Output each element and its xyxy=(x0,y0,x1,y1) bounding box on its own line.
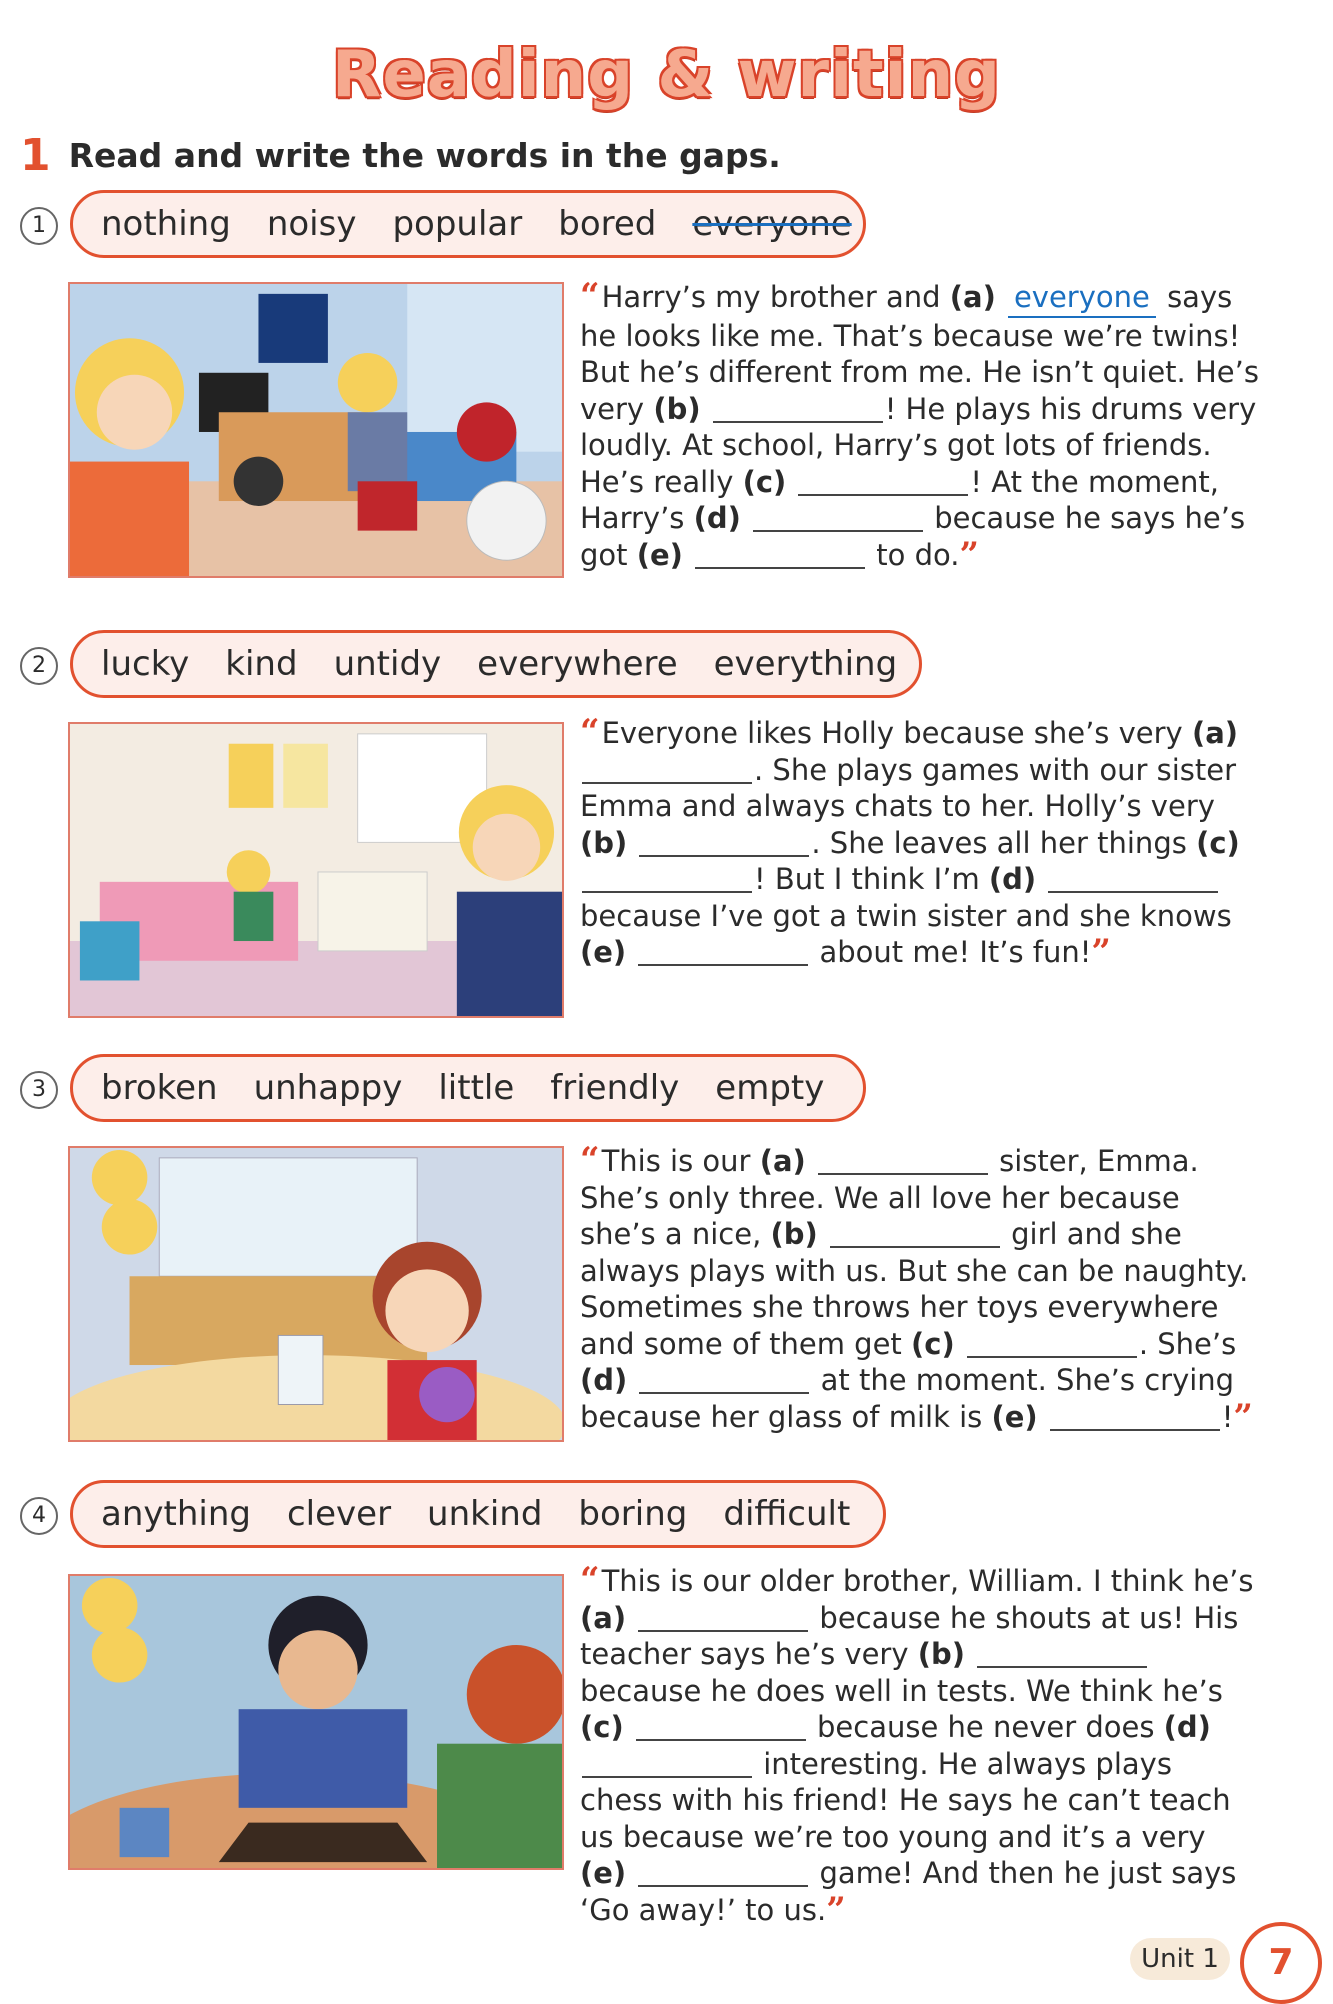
section-number: 4 xyxy=(20,1497,58,1535)
task-instruction: Read and write the words in the gaps. xyxy=(68,136,781,175)
answer-gap[interactable] xyxy=(818,1147,988,1175)
open-quote-mark: “ xyxy=(580,1560,600,1600)
word-box xyxy=(70,1054,866,1122)
answer-gap[interactable] xyxy=(977,1640,1147,1668)
gap-label: (e) xyxy=(991,1399,1048,1434)
answer-gap[interactable] xyxy=(582,756,752,784)
gap-label: (c) xyxy=(911,1326,965,1361)
story-text-run: because I’ve got a twin sister and she knows xyxy=(580,898,1232,933)
story-text-run: to do. xyxy=(867,537,960,572)
answer-gap[interactable] xyxy=(753,504,923,532)
answer-gap[interactable] xyxy=(639,829,809,857)
open-quote-mark: “ xyxy=(580,712,600,752)
word-item: lucky xyxy=(101,644,190,684)
answer-gap[interactable] xyxy=(638,938,808,966)
answer-gap[interactable] xyxy=(713,395,883,423)
filled-answer: everyone xyxy=(1008,279,1156,318)
gap-label: (b) xyxy=(653,391,711,426)
illustration-william-chess xyxy=(68,1574,564,1870)
word-box xyxy=(70,630,922,698)
gap-label: (c) xyxy=(580,1710,634,1744)
gap-label: (c) xyxy=(742,464,797,499)
answer-gap[interactable] xyxy=(1050,1403,1220,1431)
story-text-run: because he says he’s got xyxy=(580,501,1246,572)
gap-label: (a) xyxy=(580,1600,637,1635)
word-item: unkind xyxy=(427,1494,543,1534)
illustration-emma-kitchen xyxy=(68,1146,564,1442)
task-heading xyxy=(20,130,781,181)
task-number: 1 xyxy=(20,130,51,181)
story-text-run: ! At the moment, Harry’s xyxy=(580,464,1220,535)
word-item: everywhere xyxy=(477,644,678,684)
word-item: popular xyxy=(392,204,523,244)
story-text-run: . She leaves all her things xyxy=(811,825,1197,860)
word-item: untidy xyxy=(333,644,442,684)
story-text-run: ! xyxy=(1221,1399,1234,1434)
story-text-run: interesting. He always plays chess with his friend! He says he can’t teach us because we’re too young and it’s a very xyxy=(580,1746,1231,1854)
story-text-run: because he does well in tests. We think he’s xyxy=(580,1673,1223,1708)
story-text xyxy=(580,1562,1260,1928)
gap-label: (c) xyxy=(1196,825,1240,860)
gap-label: (a) xyxy=(759,1144,816,1178)
word-item: empty xyxy=(715,1068,825,1108)
gap-label: (e) xyxy=(580,935,637,969)
story-text xyxy=(580,278,1260,573)
story-text-run: Harry’s my brother and xyxy=(601,280,950,314)
gap-label: (a) xyxy=(949,280,1006,314)
story-text-run: ! But I think I’m xyxy=(754,862,989,896)
answer-gap[interactable] xyxy=(636,1713,806,1741)
illustration-harry-room xyxy=(68,282,564,578)
section-number: 3 xyxy=(20,1071,58,1109)
answer-gap[interactable] xyxy=(830,1220,1000,1248)
story-body xyxy=(580,1564,1254,1927)
word-item: noisy xyxy=(266,204,357,244)
word-item: bored xyxy=(558,204,657,244)
story-text-run: about me! It’s fun! xyxy=(810,935,1092,969)
word-item: nothing xyxy=(101,204,231,244)
story-text-run: . She plays games with our sister Emma and always chats to her. Holly’s very xyxy=(580,752,1237,823)
word-box xyxy=(70,190,866,258)
word-item: anything xyxy=(101,1494,251,1534)
story-text-run: This is our older brother, William. I think he’s xyxy=(601,1564,1254,1598)
word-item: clever xyxy=(286,1494,392,1534)
word-item: boring xyxy=(578,1494,688,1534)
story-text-run: sister, Emma. She’s only three. We all love her because she’s a nice, xyxy=(580,1144,1199,1251)
story-text-run: at the moment. She’s crying because her glass of milk is xyxy=(580,1363,1235,1434)
gap-label: (d) xyxy=(988,862,1047,896)
answer-gap[interactable] xyxy=(582,865,752,893)
gap-label: (d) xyxy=(1163,1710,1211,1744)
story-text-run: . She’s xyxy=(1138,1326,1237,1361)
gap-label: (d) xyxy=(693,501,751,535)
close-quote-mark: ” xyxy=(826,1889,846,1930)
unit-label: Unit 1 xyxy=(1130,1938,1230,1980)
section-number: 1 xyxy=(20,207,58,245)
gap-label: (b) xyxy=(580,825,638,860)
story-text-run: This is our xyxy=(601,1144,760,1178)
story-text-run: Everyone likes Holly because she’s very xyxy=(601,716,1192,750)
word-item-crossed-out: everyone xyxy=(692,204,852,244)
illustration-holly-room xyxy=(68,722,564,1018)
answer-gap[interactable] xyxy=(798,468,968,496)
story-text-run: girl and she always plays with us. But she can be naughty. Sometimes she throws her toys everywhere and some of them get xyxy=(580,1217,1249,1361)
word-item: unhappy xyxy=(253,1068,403,1108)
word-item: friendly xyxy=(550,1068,680,1108)
story-text-run: game! And then he just says ‘Go away!’ to us. xyxy=(580,1856,1237,1927)
word-item: difficult xyxy=(723,1494,851,1534)
word-item: kind xyxy=(225,644,298,684)
close-quote-mark: ” xyxy=(1233,1396,1253,1437)
open-quote-mark: “ xyxy=(580,276,600,316)
story-text-run: because he shouts at us! His teacher says he’s very xyxy=(580,1600,1239,1671)
story-body xyxy=(580,716,1240,969)
open-quote-mark: “ xyxy=(580,1140,600,1180)
gap-label: (d) xyxy=(580,1363,638,1397)
close-quote-mark: ” xyxy=(1091,932,1111,972)
answer-gap[interactable] xyxy=(638,1859,808,1887)
story-text xyxy=(580,1142,1260,1435)
gap-label: (b) xyxy=(917,1637,976,1671)
gap-label: (a) xyxy=(1191,716,1239,750)
answer-gap[interactable] xyxy=(695,541,865,569)
story-text xyxy=(580,714,1260,971)
word-item: everything xyxy=(713,644,898,684)
story-body xyxy=(580,280,1259,572)
gap-label: (e) xyxy=(636,537,694,572)
word-item: little xyxy=(438,1068,515,1108)
gap-label: (b) xyxy=(770,1217,828,1251)
page-title: Reading & writing xyxy=(332,38,1001,112)
close-quote-mark: ” xyxy=(959,534,980,575)
page-number: 7 xyxy=(1240,1922,1322,2004)
answer-gap[interactable] xyxy=(582,1750,752,1778)
word-box xyxy=(70,1480,886,1548)
story-text-run: says he looks like me. That’s because we’re twins! But he’s different from me. He isn’t quiet. He’s very xyxy=(580,280,1259,426)
answer-gap[interactable] xyxy=(638,1604,808,1632)
story-body xyxy=(580,1144,1248,1434)
section-number: 2 xyxy=(20,647,58,685)
answer-gap[interactable] xyxy=(1048,865,1218,893)
story-text-run: because he never does xyxy=(807,1710,1164,1744)
word-item: broken xyxy=(101,1068,218,1108)
gap-label: (e) xyxy=(580,1856,637,1890)
answer-gap[interactable] xyxy=(639,1366,809,1394)
answer-gap[interactable] xyxy=(967,1330,1137,1358)
story-text-run: ! He plays his drums very loudly. At school, Harry’s got lots of friends. He’s really xyxy=(580,391,1257,499)
